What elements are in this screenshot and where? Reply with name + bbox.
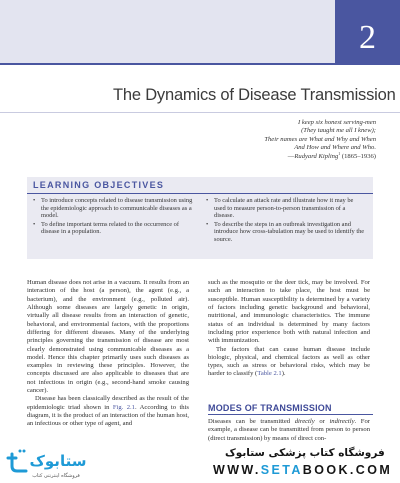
body-paragraph [208,346,370,379]
author-years: (1865–1936) [341,152,376,160]
learning-objectives-heading: LEARNING OBJECTIVES [33,180,165,190]
epigraph-line: I keep six honest serving-men [298,119,376,126]
emphasis: directly [294,418,315,425]
body-column-right-continued [208,418,370,443]
url-suffix: BOOK.COM [302,463,393,477]
body-column-right [208,279,370,379]
text-run: ). [281,370,286,378]
table-link[interactable]: Table 2.1 [257,370,282,378]
text-run: or [314,418,330,425]
objective-item: • To describe the steps in an outbreak investigation and introduce how cross-tabulation may be used to identify the source. [206,221,366,244]
objectives-right-list [206,197,366,244]
body-paragraph: such as the mosquito or the deer tick, may be involved. For such an interaction to take place, the host must be susceptible. Human susceptibility is determined by a variety of factors including genetic background and behavioral, nutritional, and immunologic characteristics. The immune status of an individual is determined by many factors including prior experience both with natural infection and with immunization. [208,279,370,345]
chapter-title: The Dynamics of Disease Transmission [113,86,396,104]
objective-item: • To define important terms related to the occurrence of disease in a population. [33,221,193,236]
header-band [0,0,335,63]
body-column-left [27,279,189,429]
text-run: . For example, a disease can be transmitted from person to person (direct transmission) by means of direct con- [208,418,370,442]
epigraph-attribution [216,150,376,161]
section-heading: MODES OF TRANSMISSION [208,403,332,413]
objectives-left-list [33,197,193,237]
epigraph-line: (They taught me all I knew); [301,127,376,135]
watermark-persian-text: فروشگاه کتاب پزشکی ستابوک [225,447,385,459]
title-divider [0,112,400,113]
epigraph-author: Rudyard Kipling [294,152,339,160]
objective-item: • To introduce concepts related to disease transmission using the epidemiologic approach to communicable diseases as a model. [33,197,193,220]
section-rule [208,414,373,415]
objective-item: • To calculate an attack rate and illustrate how it may be used to measure person-to-person transmission of a disease. [206,197,366,220]
logo-text: ستابوک [29,452,87,470]
chapter-number-box [335,0,400,63]
text-run: Disease has been classically described as the result of the epidemiologic triad shown in [27,395,189,411]
header-rule [0,63,400,65]
epigraph-line: And How and Where and Who. [294,144,376,152]
figure-link[interactable]: Fig. 2.1 [112,403,135,411]
watermark-url[interactable] [213,463,392,477]
author-footnote-ref: 1 [338,150,341,156]
url-highlight: SETA [260,463,303,477]
body-paragraph: Human disease does not arise in a vacuum. It results from an interaction of the host (a person), the agent (e.g., a bacterium), and the environment (e.g., polluted air). Although some diseases are largely genetic in origin, virtually all disease results from an interaction of genetic, behavioral, and environmental factors, with the proportions differing for different diseases. Many of the underlying principles governing the transmission of disease are most clearly demonstrated using communicable diseases as a model. Hence this chapter primarily uses such diseases as examples in reviewing these principles. However, the concepts discussed are also applicable to diseases that are not infectious in origin (e.g., second-hand smoke causing cancer). [27,279,189,395]
url-prefix: WWW. [213,463,261,477]
body-paragraph [27,395,189,428]
body-paragraph [208,418,370,443]
attribution-dash: — [287,152,295,160]
text-run: . According to this diagram, it is the product of an interaction of the human host, an infectious or other type of agent, and [27,403,189,428]
logo-subtitle: فروشگاه اینترنتی کتاب [32,473,80,479]
text-run: Diseases can be transmitted [208,418,295,425]
learning-objectives-rule [27,193,373,194]
epigraph [216,119,376,161]
text-run: The factors that can cause human disease include biologic, physical, and chemical factors as well as other types, such as stress or behavioral risks, which may be harder to classify ( [208,345,370,378]
epigraph-line: Their names are What and Why and When [264,135,376,143]
emphasis: indirectly [329,418,355,425]
setabook-logo [6,446,88,480]
chapter-number: 2 [359,19,376,56]
